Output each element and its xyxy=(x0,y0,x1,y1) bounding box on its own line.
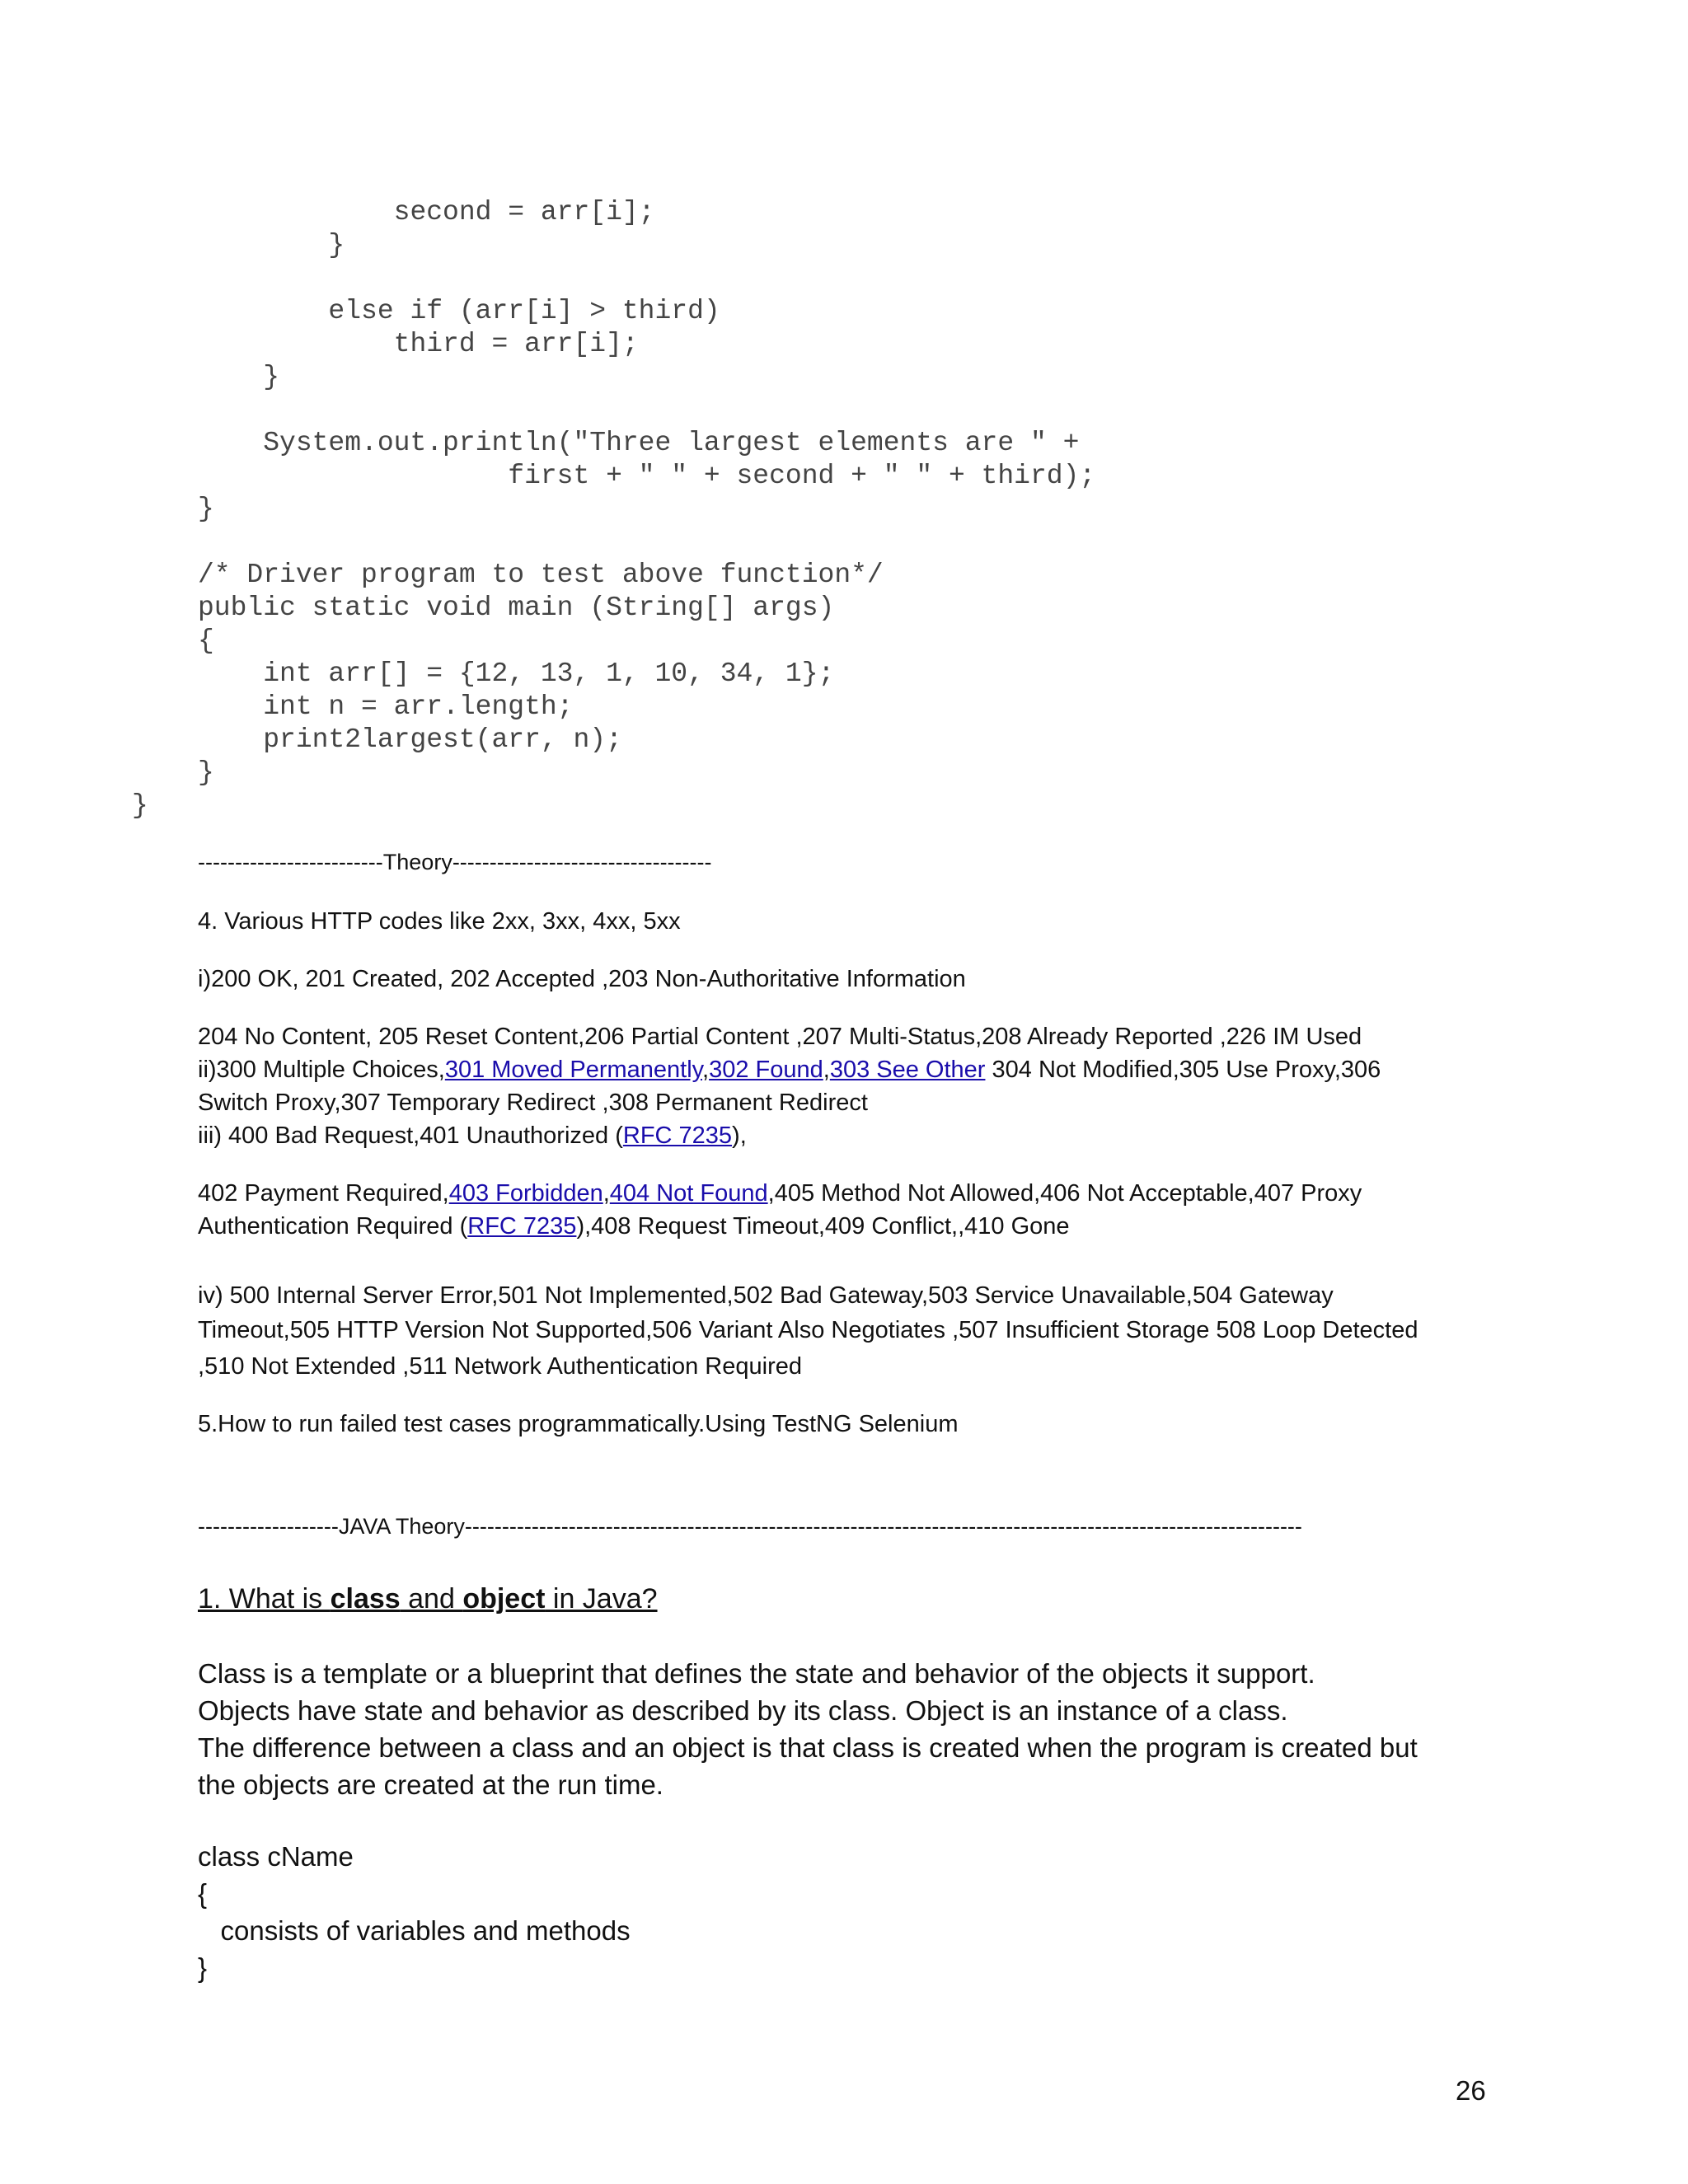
answer-line: the objects are created at the run time. xyxy=(198,1769,663,1800)
http-4xx-line-1 xyxy=(198,1119,747,1152)
page-number: 26 xyxy=(1456,2075,1486,2106)
code-line: second = arr[i]; xyxy=(198,197,655,227)
theory-separator: -------------------------Theory----------------------------------- xyxy=(198,850,712,874)
answer-line: Class is a template or a blueprint that defines the state and behavior of the objects it support. xyxy=(198,1658,1315,1689)
code-line: } xyxy=(198,757,214,788)
question-5-title: 5.How to run failed test cases programmatically.Using TestNG Selenium xyxy=(198,1411,959,1437)
code-line: { xyxy=(198,626,214,656)
code-line: int arr[] = {12, 13, 1, 10, 34, 1}; xyxy=(198,658,835,689)
heading-middle: and xyxy=(400,1583,463,1615)
code-block xyxy=(132,196,1096,823)
separator-comma: , xyxy=(603,1180,610,1207)
http-5xx-line-1: iv) 500 Internal Server Error,501 Not Implemented,502 Bad Gateway,503 Service Unavailable,504 Gateway xyxy=(198,1282,1334,1309)
code-line: first + " " + second + " " + third); xyxy=(198,461,1096,491)
class-example-line: { xyxy=(198,1878,208,1909)
heading-suffix: in Java? xyxy=(545,1583,658,1615)
http-2xx-line-2: 204 No Content, 205 Reset Content,206 Partial Content ,207 Multi-Status,208 Already Reported ,226 IM Used xyxy=(198,1024,1362,1050)
code-line: print2largest(arr, n); xyxy=(198,724,622,755)
link-rfc-7235[interactable]: RFC 7235 xyxy=(622,1122,733,1149)
link-404-not-found[interactable]: 404 Not Found xyxy=(609,1180,768,1207)
http-4xx-suffix: ), xyxy=(732,1122,747,1149)
answer-line: The difference between a class and an object is that class is created when the program is created but xyxy=(198,1732,1418,1763)
http-4xx-line-3 xyxy=(198,1210,1070,1243)
http-4xx-line3-suffix: ),408 Request Timeout,409 Conflict,,410 Gone xyxy=(576,1213,1070,1240)
code-line: } xyxy=(198,230,345,260)
code-line: /* Driver program to test above function*/ xyxy=(198,560,884,590)
http-3xx-prefix: ii)300 Multiple Choices, xyxy=(198,1057,445,1083)
link-302-found[interactable]: 302 Found xyxy=(709,1057,823,1083)
http-5xx-line-2: Timeout,505 HTTP Version Not Supported,506 Variant Also Negotiates ,507 Insufficient Storage 508 Loop Detected xyxy=(198,1317,1418,1343)
http-3xx-line-1 xyxy=(198,1053,1381,1086)
http-4xx-line2-suffix: ,405 Method Not Allowed,406 Not Acceptable,407 Proxy xyxy=(767,1180,1362,1207)
heading-bold-class: class xyxy=(330,1583,401,1615)
code-line: else if (arr[i] > third) xyxy=(198,296,720,326)
code-line: } xyxy=(198,362,280,392)
class-example-line: class cName xyxy=(198,1841,354,1872)
separator-comma: , xyxy=(823,1057,830,1083)
heading-prefix: 1. What is xyxy=(198,1583,331,1615)
http-4xx-line2-prefix: 402 Payment Required, xyxy=(198,1180,449,1207)
http-4xx-line3-prefix: Authentication Required ( xyxy=(198,1213,468,1240)
code-line: System.out.println("Three largest elements are " + xyxy=(198,428,1080,458)
http-4xx-line-2 xyxy=(198,1177,1362,1210)
http-4xx-prefix: iii) 400 Bad Request,401 Unauthorized ( xyxy=(198,1122,623,1149)
link-301-moved-permanently[interactable]: 301 Moved Permanently xyxy=(444,1057,703,1083)
link-rfc-7235-second[interactable]: RFC 7235 xyxy=(467,1213,577,1240)
question-4-title: 4. Various HTTP codes like 2xx, 3xx, 4xx, 5xx xyxy=(198,908,681,935)
code-line: third = arr[i]; xyxy=(198,329,639,359)
http-2xx-line-1: i)200 OK, 201 Created, 202 Accepted ,203 Non-Authoritative Information xyxy=(198,966,966,992)
http-3xx-suffix: 304 Not Modified,305 Use Proxy,306 xyxy=(985,1057,1381,1083)
http-3xx-line-2: Switch Proxy,307 Temporary Redirect ,308 Permanent Redirect xyxy=(198,1090,868,1116)
link-403-forbidden[interactable]: 403 Forbidden xyxy=(448,1180,603,1207)
code-line: int n = arr.length; xyxy=(198,691,574,722)
link-303-see-other[interactable]: 303 See Other xyxy=(829,1057,986,1083)
heading-bold-object: object xyxy=(462,1583,546,1615)
code-closing-brace: } xyxy=(132,790,148,821)
java-theory-separator: -------------------JAVA Theory----------------------------------------------------------------------------------------------------------------- xyxy=(198,1514,1302,1539)
code-line: public static void main (String[] args) xyxy=(198,593,835,623)
answer-line: Objects have state and behavior as described by its class. Object is an instance of a class. xyxy=(198,1695,1288,1726)
class-example-line: } xyxy=(198,1952,208,1983)
http-5xx-line-3: ,510 Not Extended ,511 Network Authentication Required xyxy=(198,1353,802,1380)
java-question-1-heading xyxy=(198,1581,658,1617)
separator-comma: , xyxy=(702,1057,710,1083)
code-line: } xyxy=(198,494,214,524)
class-example-line: consists of variables and methods xyxy=(198,1915,631,1946)
